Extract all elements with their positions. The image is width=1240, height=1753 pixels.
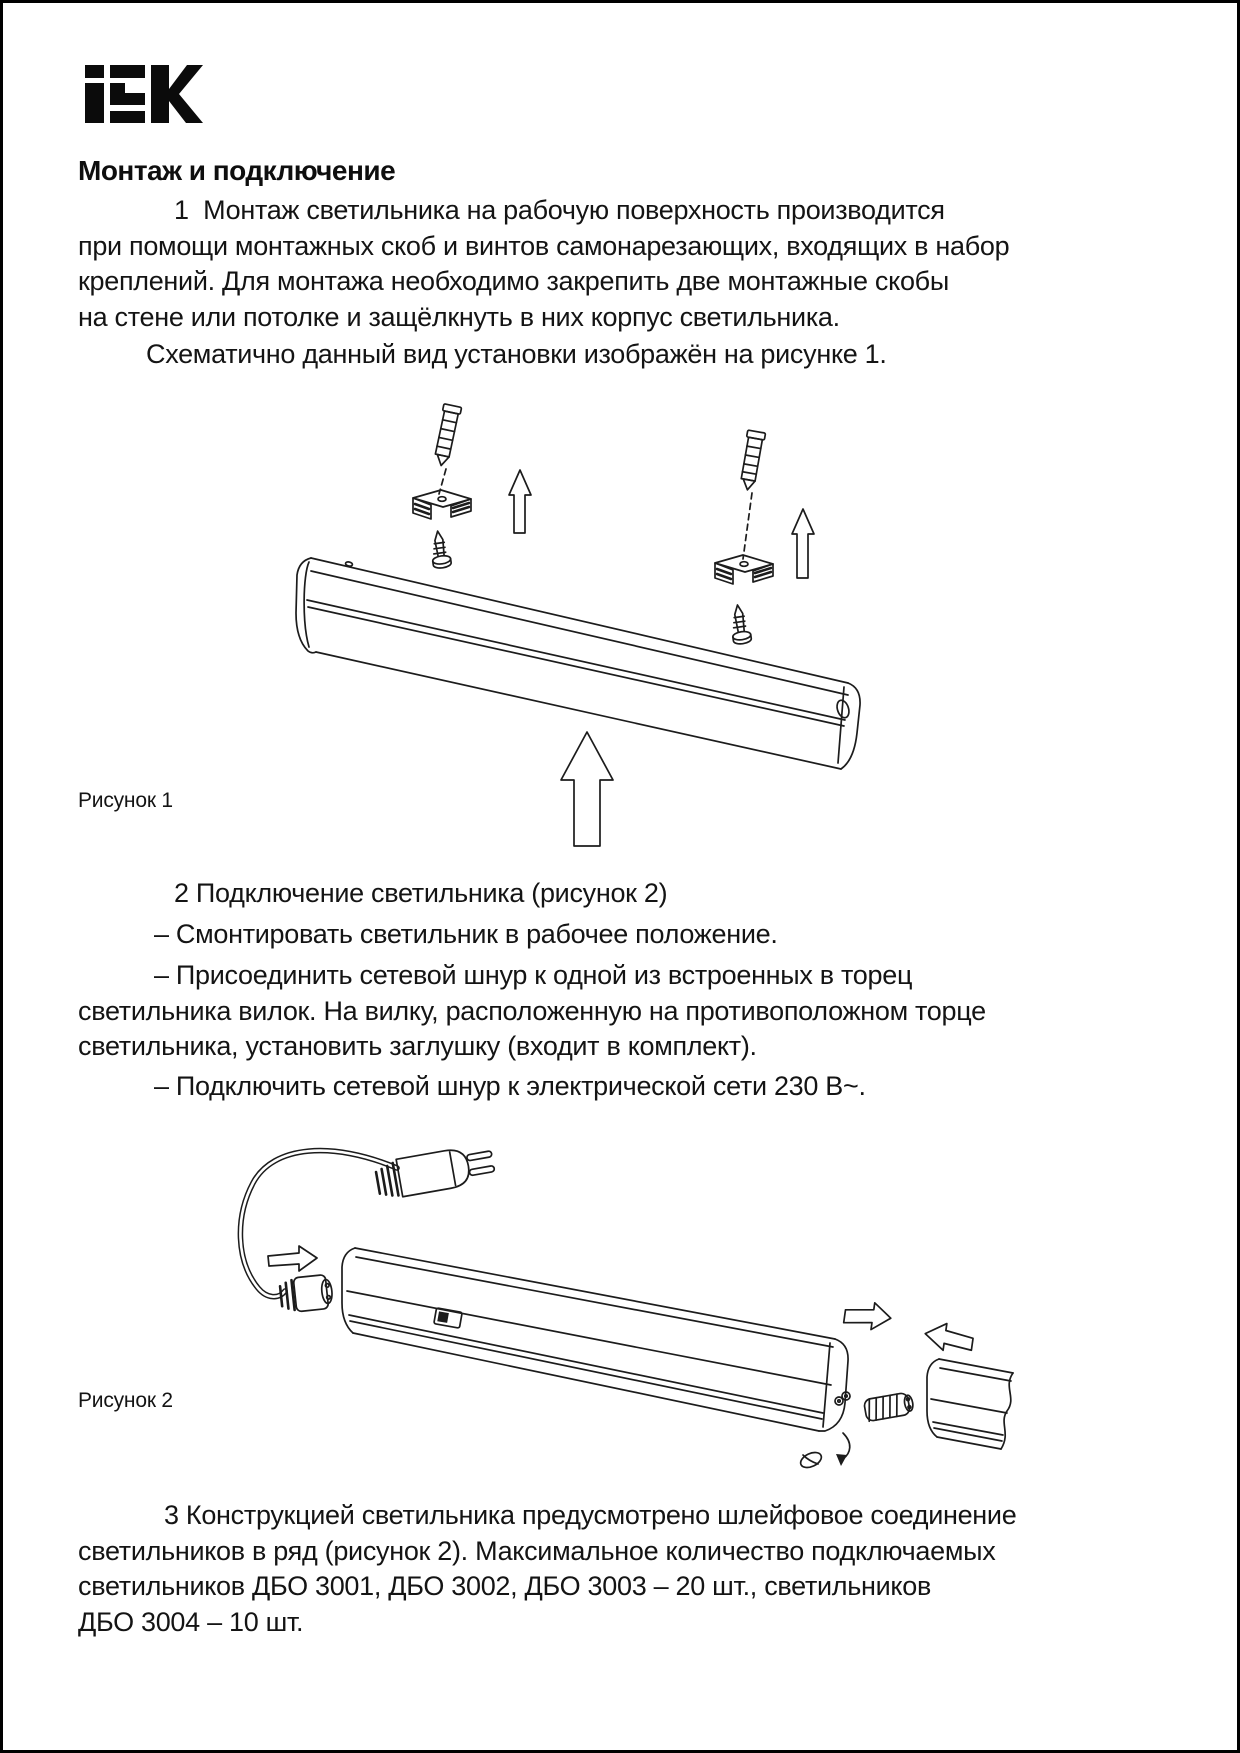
- paragraph-scheme-ref: [78, 337, 1173, 373]
- link-connector: [863, 1392, 914, 1422]
- text-line: светильника, установить заглушку (входит в комплект).: [78, 1031, 757, 1061]
- text-line: при помощи монтажных скоб и винтов самонарезающих, входящих в набор: [78, 230, 1010, 261]
- arrow-up-icon: [509, 470, 531, 533]
- iek-logo-letters: [85, 65, 203, 123]
- arrow-up-icon-large: [561, 732, 613, 846]
- text-line: светильников в ряд (рисунок 2). Максимальное количество подключаемых: [78, 1535, 996, 1566]
- page-title: Монтаж и подключение: [78, 155, 396, 186]
- luminaire-body: [296, 558, 860, 769]
- paragraph-daisy-chain: [78, 1498, 1173, 1640]
- text-line: на стене или потолке и защёлкнуть в них корпус светильника.: [78, 301, 840, 332]
- text-line: 3 Конструкцией светильника предусмотрено шлейфовое соединение: [164, 1500, 1017, 1530]
- arrow-left-icon: [923, 1321, 974, 1354]
- arrow-up-icon: [792, 509, 814, 578]
- wall-plug-right: [738, 430, 766, 491]
- text-line: 2 Подключение светильника (рисунок 2): [174, 878, 668, 908]
- screw-hole: [345, 561, 353, 566]
- paragraph-connection-heading: [78, 876, 1173, 912]
- figure2-connection-diagram: [231, 1135, 1026, 1471]
- figure1-caption: Рисунок 1: [78, 789, 173, 812]
- paragraph-step-mount: [78, 917, 1173, 953]
- arrow-right-icon: [843, 1299, 892, 1332]
- figure1-installation-diagram: [293, 398, 871, 853]
- text-line: – Подключить сетевой шнур к электрической сети 230 В~.: [154, 1071, 866, 1101]
- text-line: – Смонтировать светильник в рабочее положение.: [154, 919, 778, 949]
- paragraph-step-cord: [78, 958, 1173, 1065]
- text-line: Схематично данный вид установки изображён на рисунке 1.: [146, 339, 887, 369]
- text-line: креплений. Для монтажа необходимо закрепить две монтажные скобы: [78, 266, 949, 296]
- text-line: светильника вилок. На вилку, расположенную на противоположном торце: [78, 995, 986, 1026]
- power-plug: [374, 1143, 496, 1201]
- paragraph-mounting: [78, 193, 1173, 335]
- text-line: – Присоединить сетевой шнур к одной из встроенных в торец: [154, 960, 913, 990]
- self-tapping-screw-left: [429, 530, 452, 569]
- iek-logo: [85, 65, 203, 123]
- wall-plug-left: [431, 404, 461, 467]
- arrow-right-icon: [268, 1246, 317, 1271]
- text-line: 1 Монтаж светильника на рабочую поверхность производится: [174, 195, 945, 225]
- paragraph-step-power: [78, 1069, 1173, 1105]
- figure2-caption: Рисунок 2: [78, 1389, 173, 1412]
- alignment-dashed-line: [743, 493, 752, 559]
- mounting-bracket-left: [413, 490, 471, 519]
- self-tapping-screw-right: [729, 604, 752, 645]
- luminaire-body: [342, 1248, 850, 1431]
- end-cap-plug: [798, 1433, 849, 1471]
- cord-connector: [279, 1274, 333, 1313]
- text-line: светильников ДБО 3001, ДБО 3002, ДБО 3003 – 20 шт., светильников: [78, 1571, 932, 1601]
- luminaire-next-section: [927, 1359, 1013, 1449]
- mounting-bracket-right: [715, 555, 773, 584]
- text-line: ДБО 3004 – 10 шт.: [78, 1606, 304, 1637]
